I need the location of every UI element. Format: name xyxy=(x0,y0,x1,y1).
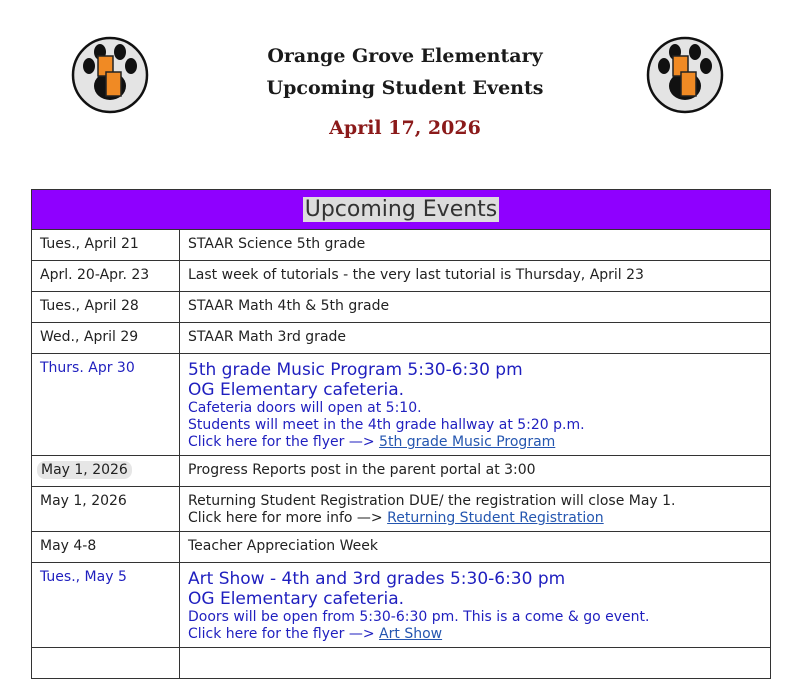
event-note: Students will meet in the 4th grade hallway at 5:20 p.m. xyxy=(188,417,585,433)
event-date: Aprl. 20-Apr. 23 xyxy=(32,261,180,292)
table-title: Upcoming Events xyxy=(304,196,498,222)
event-note: Cafeteria doors will open at 5:10. xyxy=(188,400,422,416)
table-row xyxy=(32,563,771,648)
event-desc xyxy=(180,563,771,648)
event-desc: STAAR Science 5th grade xyxy=(180,230,771,261)
event-note: Doors will be open from 5:30-6:30 pm. This is a come & go event. xyxy=(188,609,650,625)
event-desc: Progress Reports post in the parent portal at 3:00 xyxy=(180,456,771,487)
event-note: Returning Student Registration DUE/ the registration will close May 1. xyxy=(188,493,676,509)
event-date: Thurs. Apr 30 xyxy=(32,354,180,456)
event-desc: Last week of tutorials - the very last tutorial is Thursday, April 23 xyxy=(180,261,771,292)
registration-link[interactable]: Returning Student Registration xyxy=(387,510,604,526)
events-table xyxy=(31,189,771,679)
event-desc: Teacher Appreciation Week xyxy=(180,532,771,563)
table-row xyxy=(32,323,771,354)
table-row xyxy=(32,354,771,456)
table-row xyxy=(32,456,771,487)
table-row xyxy=(32,487,771,532)
event-date: Wed., April 29 xyxy=(32,323,180,354)
table-row xyxy=(32,261,771,292)
event-date: May 1, 2026 xyxy=(37,461,132,479)
event-desc xyxy=(180,487,771,532)
event-date: Tues., May 5 xyxy=(32,563,180,648)
page-title: Upcoming Student Events xyxy=(266,77,544,99)
event-date xyxy=(32,648,180,679)
table-row xyxy=(32,532,771,563)
link-prefix: Click here for the flyer —> xyxy=(188,434,380,450)
event-date: Tues., April 21 xyxy=(32,230,180,261)
art-show-flyer-link[interactable]: Art Show xyxy=(379,626,443,642)
school-name: Orange Grove Elementary xyxy=(267,45,543,67)
event-date: May 1, 2026 xyxy=(32,487,180,532)
music-program-flyer-link[interactable]: 5th grade Music Program xyxy=(379,434,556,450)
link-prefix: Click here for more info —> xyxy=(188,510,388,526)
event-desc: STAAR Math 3rd grade xyxy=(180,323,771,354)
event-desc xyxy=(180,354,771,456)
event-desc xyxy=(180,648,771,679)
event-headline: Art Show - 4th and 3rd grades 5:30-6:30 pm xyxy=(188,569,566,589)
event-desc: STAAR Math 4th & 5th grade xyxy=(180,292,771,323)
school-paw-logo-left xyxy=(71,36,149,114)
table-row xyxy=(32,292,771,323)
event-date: May 4-8 xyxy=(32,532,180,563)
event-date: Tues., April 28 xyxy=(32,292,180,323)
page-date: April 17, 2026 xyxy=(329,117,481,139)
school-paw-logo-right xyxy=(646,36,724,114)
event-headline: 5th grade Music Program 5:30-6:30 pm xyxy=(188,360,523,380)
table-header xyxy=(32,190,771,230)
event-location: OG Elementary cafeteria. xyxy=(188,380,405,400)
table-row xyxy=(32,648,771,679)
event-location: OG Elementary cafeteria. xyxy=(188,589,405,609)
table-row xyxy=(32,230,771,261)
link-prefix: Click here for the flyer —> xyxy=(188,626,380,642)
